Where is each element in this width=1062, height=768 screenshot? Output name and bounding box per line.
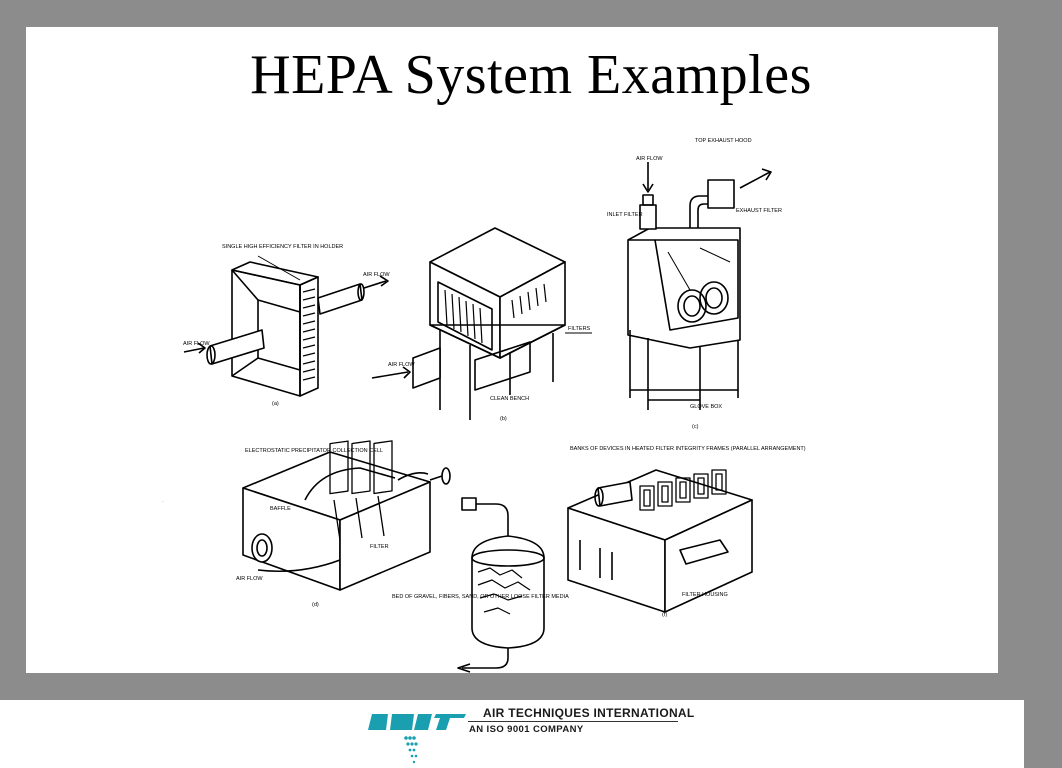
company-rule	[468, 721, 678, 722]
diagram-c-name: GLOVE BOX	[690, 404, 723, 410]
diagram-a-callout: SINGLE HIGH EFFICIENCY FILTER IN HOLDER	[222, 244, 344, 250]
diagram-a-air-flow-in: AIR FLOW	[183, 341, 210, 347]
logo-text: ATI	[162, 502, 164, 503]
diagram-f-caption: (f)	[662, 612, 668, 618]
diagram-c-top-label: TOP EXHAUST HOOD	[695, 138, 752, 144]
diagram-e-gravel-bed	[458, 498, 544, 672]
diagram-f-callout: BANKS OF DEVICES IN HEATED FILTER INTEGRITY FRAMES (PARALLEL ARRANGEMENT)	[570, 446, 806, 452]
hepa-diagram-figure	[26, 27, 998, 673]
diagram-d-baffle: BAFFLE	[270, 506, 291, 512]
diagram-d-filter: FILTER	[370, 544, 389, 550]
diagram-f-filter-housing	[568, 470, 752, 612]
company-name: AIR TECHNIQUES INTERNATIONAL	[483, 706, 695, 720]
diagram-d-air-flow: AIR FLOW	[236, 576, 263, 582]
diagram-a-caption: (a)	[272, 401, 279, 407]
diagram-a-air-flow-out: AIR FLOW	[363, 272, 390, 278]
diagram-b-name: CLEAN BENCH	[490, 396, 530, 402]
diagram-b-filters-label: FILTERS	[568, 326, 591, 332]
diagram-e-callout: BED OF GRAVEL, FIBERS, SAND, OR OTHER LOOSE FILTER MEDIA	[392, 594, 569, 600]
company-tagline: AN ISO 9001 COMPANY	[469, 724, 584, 735]
diagram-d-precipitator	[243, 441, 450, 590]
diagram-d-caption: (d)	[312, 602, 319, 608]
slide	[26, 27, 998, 673]
slide-title: HEPA System Examples	[250, 44, 812, 106]
diagram-f-housing: FILTER HOUSING	[682, 592, 728, 598]
diagram-c-air-flow: AIR FLOW	[636, 156, 663, 162]
diagram-c-exhaust-filter: EXHAUST FILTER	[736, 208, 782, 214]
diagram-b-clean-bench	[372, 228, 592, 420]
diagram-d-callout: ELECTROSTATIC PRECIPITATOR COLLECTION CELL	[245, 448, 383, 454]
diagram-c-glove-box	[628, 162, 771, 410]
diagram-c-inlet-filter: INLET FILTER	[607, 212, 643, 218]
diagram-c-caption: (c)	[692, 424, 699, 430]
diagram-b-caption: (b)	[500, 416, 507, 422]
diagram-b-air-flow: AIR FLOW	[388, 362, 415, 368]
diagram-a-filter-holder	[184, 256, 388, 396]
